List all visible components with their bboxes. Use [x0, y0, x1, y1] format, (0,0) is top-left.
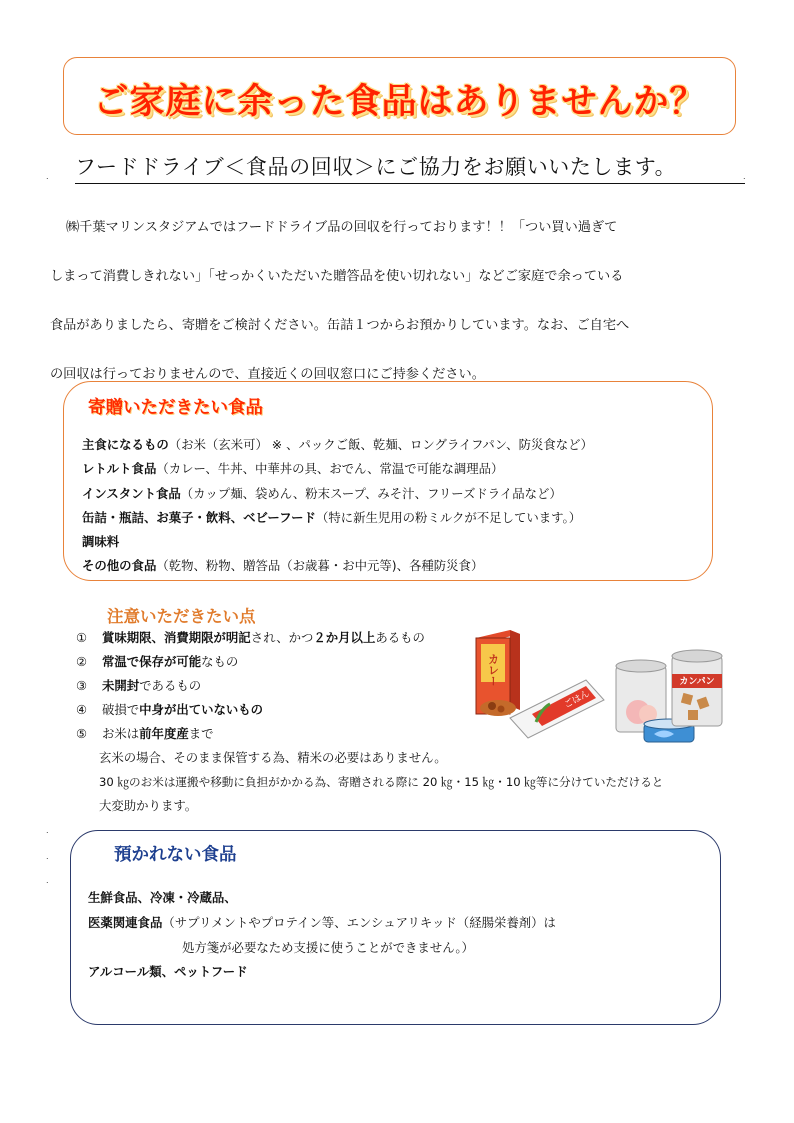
item-detail: （カップ麺、袋めん、粉末スープ、みそ汁、フリーズドライ品など） [180, 485, 562, 501]
not-accepted-list [88, 886, 708, 985]
item-head: 缶詰・瓶詰、お菓子・飲料、ベビーフード [82, 509, 316, 525]
intro-paragraph [50, 203, 750, 399]
margin-dot: . [46, 852, 49, 861]
curry-label: カレー [486, 653, 500, 687]
intro-line: の回収は行っておりませんので、直接近くの回収窓口にご持参ください。 [50, 367, 485, 382]
bold-text: 未開封 [102, 678, 140, 693]
item-number: ④ [76, 702, 88, 717]
rice-note: 30 ㎏のお米は運搬や移動に負担がかかる為、寄贈される際に 20 ㎏・15 ㎏・10 ㎏等に分けていただけると [99, 775, 664, 789]
plain-text: であるもの [139, 678, 202, 693]
margin-dot: . [46, 172, 49, 181]
bold-text: 中身が出ていないもの [139, 702, 264, 717]
rice-pack-icon [510, 680, 604, 738]
item-detail: （特に新生児用の粉ミルクが不足しています。） [315, 509, 582, 525]
item-head: 調味料 [82, 534, 120, 550]
list-item [82, 554, 722, 578]
item-head: その他の食品 [82, 558, 157, 574]
list-item [82, 457, 722, 481]
item-number: ③ [76, 678, 88, 693]
subtitle: フードドライブ＜食品の回収＞にご協力をお願いいたします。 [75, 151, 745, 184]
margin-dot: . [743, 172, 746, 181]
item-detail: （乾物、粉物、贈答品（お歳暮・お中元等)、各種防災食） [156, 558, 484, 574]
margin-dot: . [46, 826, 49, 835]
bold-text: 常温で保存が可能 [102, 654, 202, 669]
item-head: 医薬関連食品 [88, 914, 163, 930]
list-item [88, 911, 708, 936]
plain-text: され、かつ [250, 630, 314, 645]
intro-line: 食品がありましたら、寄贈をご検討ください。缶詰１つからお預かりしています。なお、ご自宅へ [50, 318, 630, 333]
bold-text: ２か月以上 [313, 630, 376, 645]
intro-line: ㈱千葉マリンスタジアムではフードドライブ品の回収を行っております！！「つい買い過ぎて [66, 220, 618, 235]
list-item [82, 482, 722, 506]
item-head: レトルト食品 [82, 461, 157, 477]
item-head: 主食になるもの [82, 437, 169, 452]
list-item [82, 433, 722, 457]
rice-label: ごはん [562, 689, 592, 711]
not-accepted-title: 預かれない食品 [114, 845, 237, 865]
curry-box-icon [476, 630, 520, 716]
item-number: ① [76, 630, 88, 645]
item-detail: （サプリメントやプロテイン等、エンシュアリキッド（経腸栄養剤）は [162, 914, 556, 930]
bold-text: 前年度産 [139, 726, 189, 741]
kanpan-can-icon [672, 650, 722, 726]
list-item [82, 506, 722, 530]
title-banner [63, 57, 736, 135]
item-head: インスタント食品 [82, 485, 181, 501]
item-detail: （カレー、牛丼、中華丼の具、おでん、常温で可能な調理品） [156, 461, 504, 477]
plain-text: 破損で [102, 702, 140, 717]
list-item: アルコール類、ペットフード [88, 964, 248, 980]
kanpan-label: カンパン [679, 677, 715, 687]
item-number: ⑤ [76, 726, 88, 741]
margin-dot: . [46, 876, 49, 885]
caution-title: 注意いただきたい点 [107, 607, 256, 626]
food-illustration [468, 626, 730, 746]
list-item: 生鮮食品、冷凍・冷蔵品、 [88, 890, 237, 905]
plain-text: まで [188, 726, 214, 741]
plain-text: お米は [102, 726, 140, 741]
intro-line: しまって消費しきれない」「せっかくいただいた贈答品を使い切れない」などご家庭で余っている [50, 269, 624, 284]
rice-note: 大変助かります。 [99, 798, 198, 813]
list-item: 処方箋が必要なため支援に使うことができません。） [182, 939, 474, 955]
page-title: ご家庭に余った食品はありませんか？ [93, 82, 706, 122]
item-number: ② [76, 654, 88, 669]
bold-text: 賞味期限、消費期限が明記 [102, 630, 251, 645]
list-item [82, 530, 722, 554]
item-detail: （お米（玄米可） ※ 、パックご飯、乾麺、ロングライフパン、防災食など） [168, 437, 593, 452]
plain-text: あるもの [375, 630, 425, 645]
rice-note: 玄米の場合、そのまま保管する為、精米の必要はありません。 [99, 750, 447, 765]
wanted-foods-title: 寄贈いただきたい食品 [88, 398, 263, 418]
plain-text: なもの [201, 654, 239, 669]
wanted-foods-list [82, 433, 722, 579]
